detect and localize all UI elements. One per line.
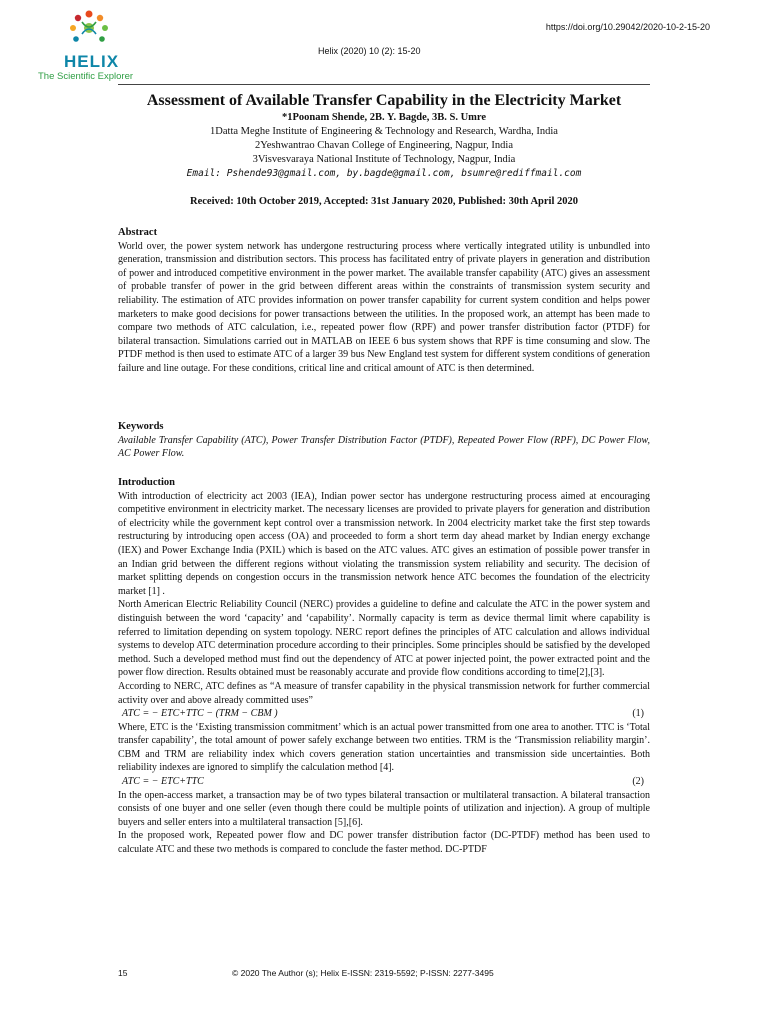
intro-paragraph-6: In the proposed work, Repeated power flow and DC power transfer distribution factor (DC-PTDF) method has been used to calculate ATC and these two methods is compared to conclude the faster method. DC-PTDF	[118, 830, 650, 856]
intro-paragraph-5: In the open-access market, a transaction may be of two types bilateral transaction or multilateral transaction. A bilateral transaction consists of one buyer and one seller (even though there could be multiple points of utilization and injection). A group of multiple buyers and seller enters into a multilateral transaction [5],[6].	[118, 789, 650, 828]
abstract-text: World over, the power system network has undergone restructuring process where vertically integrated utility is unbundled into generation, transmission and distribution sectors. This process has facilitated entry of private players in generation and distribution of power and introduced competitive environment in the power market. The available transfer capability (ATC) gives an assessment of probable transfer of power in the grid between different areas within the constraints of transmission system security and reliability. The estimation of ATC provides information on power transfer capability for current system condition and helps power marketers to make good decisions for power transactions between the utilities. In the proposed work, an attempt has been made to compare two methods of ATC calculation, i.e., repeated power flow (RPF) and power transfer distribution factor (PTDF) for bilateral transaction. Simulations carried out in MATLAB on IEEE 6 bus system shows that RPF is time consuming and slow. The PTDF method is then used to estimate ATC of a larger 39 bus New England test system for different system conditions of generation failure and line outage. For these conditions, critical line and critical amount of ATC is then determined.	[118, 240, 650, 374]
equation-2-text: ATC = − ETC+TTC	[122, 776, 204, 788]
affiliation-2: 2Yeshwantrao Chavan College of Engineering, Nagpur, India	[254, 140, 514, 151]
abstract-section	[118, 226, 650, 376]
affiliation-3: 3Visvesvaraya National Institute of Technology, Nagpur, India	[252, 154, 516, 165]
keywords-heading: Keywords	[118, 421, 164, 432]
introduction-heading: Introduction	[118, 477, 175, 488]
intro-paragraph-2: North American Electric Reliability Council (NERC) provides a guideline to define and calculate the ATC in the power system and distinguish between the word ‘capacity’ and ‘capability’. Normally capacity is term as device thermal limit where capability is referred to limitation depending on system topology. NERC report defines the principles of ATC calculation and allows individual systems to develop ATC determination procedure according to their principles. Some principles should be satisfied by the developed method. Such a developed method must find out the dependency of ATC at power injected point, the power extracted point and the power flow direction. Results obtained must be reasonably accurate and provide flow conditions according to time[2],[3].	[118, 599, 650, 679]
logo-word: HELIX	[64, 52, 120, 71]
equation-2	[118, 775, 650, 789]
keywords-text: Available Transfer Capability (ATC), Power Transfer Distribution Factor (PTDF), Repeated Power Flow (RPF), DC Power Flow, AC Power Flow.	[118, 434, 650, 460]
affiliation-1: 1Datta Meghe Institute of Engineering & Technology and Research, Wardha, India	[210, 126, 558, 137]
helix-logo	[36, 8, 146, 80]
logo-tagline: The Scientific Explorer	[38, 71, 134, 82]
author-emails: Email: Pshende93@gmail.com, by.bagde@gmail.com, bsumre@rediffmail.com	[186, 168, 582, 179]
publication-dates: Received: 10th October 2019, Accepted: 31st January 2020, Published: 30th April 2020	[190, 196, 578, 207]
intro-paragraph-1: With introduction of electricity act 2003 (IEA), Indian power sector has undergone restructuring process aimed at encouraging competitive environment in electricity market. The necessary licenses are provided to private players for generation and distribution of electricity while the government kept control over a transmission network. In 2004 electricity market take the first step towards restructuring by introducing open access (OA) and proceeded to form a short term day ahead market by Indian energy exchange (IEX) and Power Exchange India (PXIL) which is based on the ATC values. ATC gives an estimation of possible power transfer in an Indian grid between the different regions without violating the transmission system reliability and security. The decision of market splitting depends on congestion occurs in the transmission network hence ATC becomes the foundation of the electricity market [1] .	[118, 490, 650, 597]
authors: *1Poonam Shende, 2B. Y. Bagde, 3B. S. Umre	[281, 112, 487, 123]
equation-1-number: (1)	[632, 708, 644, 720]
equation-2-number: (2)	[632, 776, 644, 788]
header-rule	[118, 84, 650, 85]
intro-paragraph-4: Where, ETC is the ‘Existing transmission commitment’ which is an actual power transmitted from one area to another. TTC is ‘Total transfer capability’, the total amount of power safely exchange between two entities. TRM is the ‘Transmission reliability margin’. CBM and TRM are reliability index which covers generation station uncertainties and transmission side uncertainties. Both reliability indexes are ignored to simplify the calculation method [4].	[118, 721, 650, 774]
introduction-section	[118, 476, 650, 857]
doi-link[interactable]: https://doi.org/10.29042/2020-10-2-15-20	[545, 22, 710, 32]
journal-reference: Helix (2020) 10 (2): 15-20	[318, 46, 421, 56]
helix-logo-icon	[64, 8, 114, 52]
keywords-section	[118, 420, 650, 461]
intro-paragraph-3: According to NERC, ATC defines as “A measure of transfer capability in the physical transmission network for further commercial activity over and above already committed uses”	[118, 680, 650, 706]
equation-1	[118, 707, 650, 721]
paper-title: Assessment of Available Transfer Capability in the Electricity Market	[146, 92, 622, 109]
footer-copyright: © 2020 The Author (s); Helix E-ISSN: 2319-5592; P-ISSN: 2277-3495	[232, 968, 494, 978]
abstract-heading: Abstract	[118, 227, 158, 238]
equation-1-text: ATC = − ETC+TTC − (TRM − CBM )	[122, 708, 278, 720]
page-number: 15	[118, 968, 128, 978]
